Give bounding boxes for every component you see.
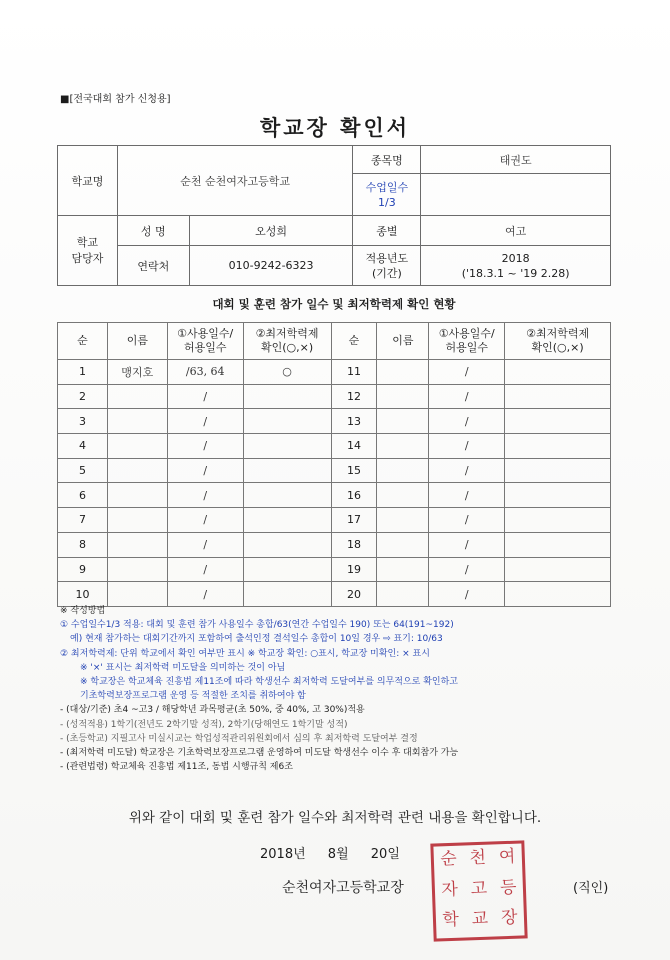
form-type-tag: ■[전국대회 참가 신청용] [60,94,171,105]
min-academic-check [243,483,331,508]
notes-heading: ※ 작성방법 [60,606,106,616]
row-number: 3 [58,409,108,434]
min-academic-check [243,557,331,582]
seal-label: (직인) [573,881,609,896]
row-number: 1 [58,360,108,385]
row-number: 12 [331,384,377,409]
staff-name-value: 오성희 [189,216,353,246]
writing-instructions [60,604,635,774]
min-academic-check [243,409,331,434]
applied-year-value [421,246,611,286]
division-label: 종별 [353,216,421,246]
col-header-min-line2: 확인(○,×) [260,341,314,354]
student-name [107,532,167,557]
min-academic-check [505,483,611,508]
used-days: / [167,582,243,607]
student-name [107,483,167,508]
table-row [58,483,611,508]
student-name [107,458,167,483]
table-row [58,532,611,557]
used-days: / [429,409,505,434]
note-line: ※ '×' 표시는 최저학력 미도달을 의미하는 것이 아님 [80,662,286,673]
col-header-days-line1: ①사용일수/ [438,327,495,340]
seal-character: 학 [442,910,460,931]
note-line: ※ 학교장은 학교체육 진흥법 제11조에 따라 학생선수 최저학력 도달여부를 의무적으로 확인하고 [80,677,458,688]
school-days-label [353,174,421,216]
student-name [377,508,429,533]
used-days: /63, 64 [167,360,243,385]
seal-character: 장 [500,908,518,929]
min-academic-check [505,557,611,582]
used-days: / [429,434,505,459]
applied-year-label-text: 적용년도 [365,251,409,265]
min-academic-check [243,384,331,409]
student-name [377,483,429,508]
col-header-days-line2: 허용일수 [183,341,227,354]
student-name [377,532,429,557]
used-days: / [429,483,505,508]
student-name [107,409,167,434]
used-days: / [429,532,505,557]
row-number: 10 [58,582,108,607]
row-number: 19 [331,557,377,582]
student-name [107,434,167,459]
student-name: 맹지호 [107,360,167,385]
note-line: - (초등학교) 지필고사 미실시교는 학업성적관리위원회에서 심의 후 최저학력 도달여부 결정 [60,733,418,744]
applied-period-label-text: (기간) [371,266,402,280]
used-days: / [429,557,505,582]
note-line: - (성적적용) 1학기(전년도 2학기말 성적), 2학기(당해연도 1학기말 성적) [60,719,348,730]
school-info-table [57,145,611,286]
row-number: 5 [58,458,108,483]
student-name [107,384,167,409]
issue-date [260,843,418,862]
min-academic-check [243,532,331,557]
min-academic-check [505,384,611,409]
used-days: / [167,434,243,459]
staff-label [58,216,118,286]
seal-character: 자 [441,879,459,900]
note-line: 기초학력보장프로그램 운영 등 적절한 조치를 취하여야 함 [80,691,306,702]
min-academic-check [505,458,611,483]
seal-character: 고 [470,878,488,899]
col-header-days [429,323,505,360]
row-number: 6 [58,483,108,508]
student-name [377,434,429,459]
min-academic-check [505,409,611,434]
applied-year: 2018 [501,251,530,265]
issue-year: 2018년 [260,847,306,862]
col-header-days [167,323,243,360]
confirmation-statement: 위와 같이 대회 및 훈련 참가 일수와 최저학력 관련 내용을 확인합니다. [128,810,542,826]
used-days: / [167,409,243,434]
row-number: 4 [58,434,108,459]
note-line: ② 최저학력제: 단위 학교에서 확인 여부만 표시 ※ 학교장 확인: ○표시, 학교장 미확인: × 표시 [60,648,430,659]
min-academic-check [505,434,611,459]
col-header-no: 순 [331,323,377,360]
table-row [58,360,611,385]
min-academic-check [505,582,611,607]
col-header-min-line1: ②최저학력제 [255,327,319,340]
sport-value: 태권도 [421,146,611,174]
principal-signature-line: 순천여자고등학교장 [282,880,404,896]
seal-character: 순 [439,848,458,870]
table-header-row [58,323,611,360]
used-days: / [429,384,505,409]
contact-value: 010-9242-6323 [189,246,353,286]
used-days: / [429,360,505,385]
issue-month: 8월 [327,847,349,862]
school-days-fraction: 1/3 [378,195,396,209]
used-days: / [167,384,243,409]
used-days: / [167,483,243,508]
staff-label-line1: 학교 [76,235,99,249]
min-academic-check [505,532,611,557]
table-row [58,557,611,582]
col-header-name: 이름 [107,323,167,360]
student-name [107,557,167,582]
used-days: / [429,458,505,483]
note-line: ① 수업일수1/3 적용: 대회 및 훈련 참가 사용일수 총합/63(연간 수업일수 190) 또는 64(191~192) [60,620,454,631]
min-academic-check: ○ [243,360,331,385]
row-number: 13 [331,409,377,434]
student-name [377,384,429,409]
school-days-label-text: 수업일수 [365,180,409,194]
row-number: 20 [331,582,377,607]
student-name [377,582,429,607]
col-header-min [243,323,331,360]
student-name [107,582,167,607]
contact-label: 연락처 [117,246,189,286]
school-days-value [421,174,611,216]
table-row [58,508,611,533]
student-name [377,409,429,434]
col-header-min-line2: 확인(○,×) [531,341,584,354]
row-number: 2 [58,384,108,409]
table-row [58,582,611,607]
row-number: 7 [58,508,108,533]
staff-label-line2: 담당자 [71,251,104,265]
table-row [58,409,611,434]
col-header-no: 순 [58,323,108,360]
col-header-days-line2: 허용일수 [445,341,488,354]
min-academic-check [243,458,331,483]
table-subtitle: 대회 및 훈련 참가 일수 및 최저학력제 확인 현황 [212,297,456,311]
applied-period: ('18.3.1 ~ '19 2.28) [461,266,570,280]
student-name [377,557,429,582]
min-academic-check [243,582,331,607]
used-days: / [167,458,243,483]
row-number: 9 [58,557,108,582]
note-line: - (관련법령) 학교체육 진흥법 제11조, 동법 시행규칙 제6조 [60,762,293,773]
col-header-days-line1: ①사용일수/ [177,327,234,340]
school-name-label: 학교명 [58,146,118,216]
document-title: 학교장 확인서 [259,116,411,140]
student-name [377,458,429,483]
official-seal-stamp [430,840,527,941]
seal-character: 등 [499,877,517,898]
staff-name-label: 성 명 [117,216,189,246]
col-header-name: 이름 [377,323,429,360]
used-days: / [429,508,505,533]
school-name-value: 순천 순천여자고등학교 [117,146,353,216]
row-number: 16 [331,483,377,508]
table-row [58,434,611,459]
table-row [58,458,611,483]
student-name [107,508,167,533]
row-number: 14 [331,434,377,459]
applied-year-label [353,246,421,286]
row-number: 11 [331,360,377,385]
row-number: 17 [331,508,377,533]
min-academic-check [505,508,611,533]
seal-character: 교 [471,909,489,930]
seal-character: 여 [498,846,516,868]
note-line: - (대상/기준) 초4 ~고3 / 해당학년 과목평균(초 50%, 중 40%, 고 30%)적용 [60,705,365,716]
note-line: - (최저학력 미도달) 학교장은 기초학력보장프로그램 운영하여 미도달 학생선수 이수 후 대회참가 가능 [60,748,459,759]
used-days: / [429,582,505,607]
min-academic-check [243,434,331,459]
division-value: 여고 [421,216,611,246]
participation-table [57,322,611,607]
row-number: 8 [58,532,108,557]
note-line: 예) 현재 참가하는 대회기간까지 포함하여 출석인정 결석일수 총합이 10일 경우 ⇨ 표기: 10/63 [70,634,443,645]
sport-label: 종목명 [353,146,421,174]
min-academic-check [505,360,611,385]
used-days: / [167,557,243,582]
issue-day: 20일 [370,847,400,862]
table-row [58,384,611,409]
used-days: / [167,532,243,557]
min-academic-check [243,508,331,533]
seal-character: 천 [469,847,487,869]
row-number: 15 [331,458,377,483]
student-name [377,360,429,385]
col-header-min [505,323,611,360]
row-number: 18 [331,532,377,557]
col-header-min-line1: ②최저학력제 [526,327,590,340]
used-days: / [167,508,243,533]
